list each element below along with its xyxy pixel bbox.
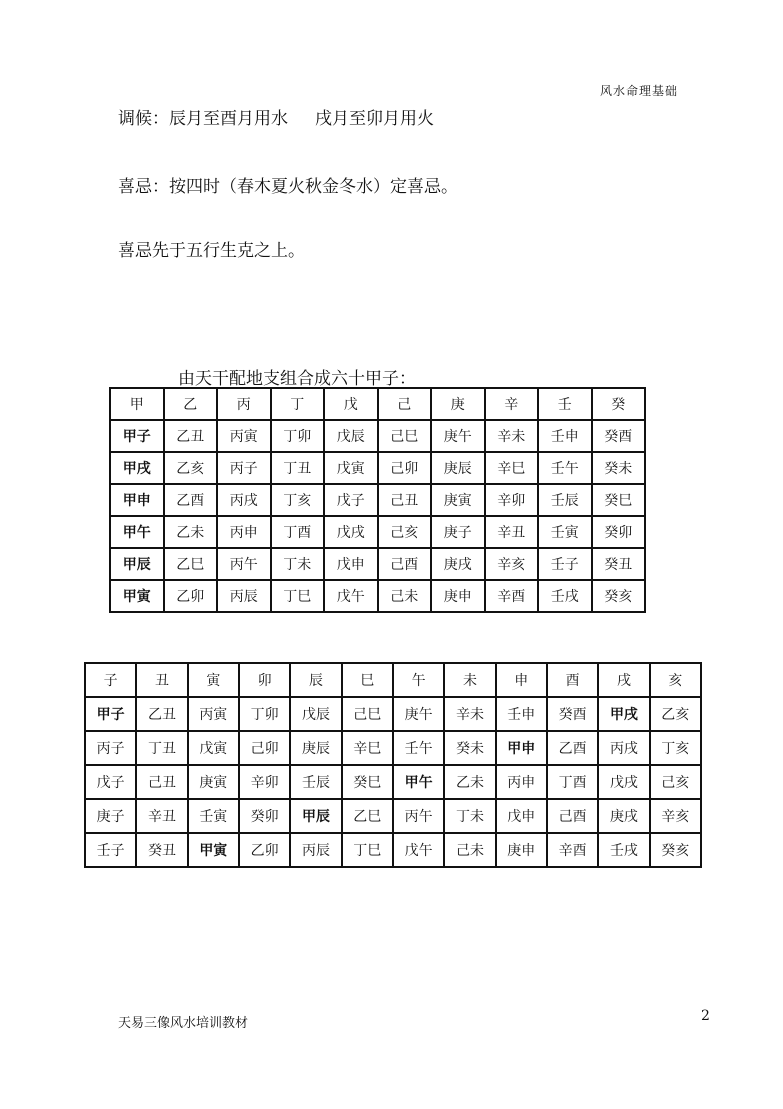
table-cell: 庚申 (431, 580, 485, 612)
table-cell: 甲子 (110, 420, 164, 452)
table-cell: 辛未 (485, 420, 539, 452)
table-cell: 丙辰 (217, 580, 271, 612)
table-cell: 己酉 (547, 799, 598, 833)
table-cell: 壬寅 (538, 516, 592, 548)
table-cell: 辛卯 (485, 484, 539, 516)
table-cell: 丙午 (217, 548, 271, 580)
header-cell: 酉 (547, 663, 598, 697)
header-cell: 己 (378, 388, 432, 420)
header-cell: 辛 (485, 388, 539, 420)
table-cell: 癸丑 (136, 833, 187, 867)
table-cell: 辛亥 (650, 799, 701, 833)
table-cell: 甲戌 (598, 697, 649, 731)
table-caption: 由天干配地支组合成六十甲子： (178, 369, 416, 389)
header-cell: 壬 (538, 388, 592, 420)
table-cell: 庚午 (431, 420, 485, 452)
table-cell: 己卯 (378, 452, 432, 484)
text-line-xiji: 喜忌：按四时（春木夏火秋金冬水）定喜忌。 (118, 177, 458, 197)
table-cell: 甲午 (393, 765, 444, 799)
table-cell: 乙酉 (164, 484, 218, 516)
page-number: 2 (701, 1008, 710, 1024)
table-cell: 甲戌 (110, 452, 164, 484)
table-cell: 己丑 (136, 765, 187, 799)
table-cell: 乙卯 (164, 580, 218, 612)
header-cell: 申 (496, 663, 547, 697)
table-cell: 辛亥 (485, 548, 539, 580)
table-row (110, 420, 645, 452)
header-cell: 午 (393, 663, 444, 697)
header-cell: 戌 (598, 663, 649, 697)
table-cell: 庚寅 (188, 765, 239, 799)
table-cell: 甲寅 (188, 833, 239, 867)
table-cell: 癸未 (592, 452, 646, 484)
table-cell: 甲子 (85, 697, 136, 731)
table-cell: 癸丑 (592, 548, 646, 580)
table-cell: 丁酉 (271, 516, 325, 548)
table-cell: 癸巳 (592, 484, 646, 516)
table-cell: 戊寅 (324, 452, 378, 484)
table-cell: 己酉 (378, 548, 432, 580)
table-cell: 庚子 (431, 516, 485, 548)
table-cell: 癸亥 (650, 833, 701, 867)
table-cell: 壬戌 (538, 580, 592, 612)
table-cell: 庚午 (393, 697, 444, 731)
table-row (110, 580, 645, 612)
table-header-row (110, 388, 645, 420)
header-cell: 甲 (110, 388, 164, 420)
table-cell: 辛卯 (239, 765, 290, 799)
table-cell: 戊午 (393, 833, 444, 867)
table-row (110, 452, 645, 484)
header-cell: 丑 (136, 663, 187, 697)
table-cell: 己巳 (342, 697, 393, 731)
table-cell: 壬午 (393, 731, 444, 765)
table-cell: 庚辰 (431, 452, 485, 484)
table-cell: 丙申 (217, 516, 271, 548)
table-cell: 丙寅 (217, 420, 271, 452)
table-cell: 戊申 (496, 799, 547, 833)
table-cell: 丁巳 (271, 580, 325, 612)
table-cell: 壬申 (538, 420, 592, 452)
table-branches-cycle (84, 662, 702, 868)
table-row (85, 697, 701, 731)
table-cell: 己巳 (378, 420, 432, 452)
table-cell: 丙子 (217, 452, 271, 484)
table-cell: 丙戌 (217, 484, 271, 516)
table-cell: 戊辰 (290, 697, 341, 731)
table-cell: 癸酉 (547, 697, 598, 731)
table-cell: 丙申 (496, 765, 547, 799)
table-cell: 丁巳 (342, 833, 393, 867)
table-cell: 戊辰 (324, 420, 378, 452)
table-cell: 丁卯 (271, 420, 325, 452)
table-cell: 丁未 (444, 799, 495, 833)
header-cell: 巳 (342, 663, 393, 697)
header-cell: 丁 (271, 388, 325, 420)
table-stems-cycle (109, 387, 646, 613)
table-cell: 戊子 (324, 484, 378, 516)
table-row (85, 833, 701, 867)
text-line-tiaohou: 调候：辰月至酉月用水 戌月至卯月用火 (118, 109, 435, 129)
table-cell: 丁丑 (271, 452, 325, 484)
table-cell: 甲申 (496, 731, 547, 765)
table-cell: 乙亥 (164, 452, 218, 484)
table-row (85, 731, 701, 765)
table-cell: 壬辰 (538, 484, 592, 516)
table-cell: 壬申 (496, 697, 547, 731)
header-cell: 癸 (592, 388, 646, 420)
table-cell: 丙子 (85, 731, 136, 765)
table-cell: 壬辰 (290, 765, 341, 799)
text-line-xiji-priority: 喜忌先于五行生克之上。 (118, 241, 305, 261)
table-cell: 丙午 (393, 799, 444, 833)
table-cell: 庚辰 (290, 731, 341, 765)
footer-text: 天易三像风水培训教材 (118, 1016, 249, 1031)
table-cell: 甲寅 (110, 580, 164, 612)
table-cell: 乙未 (444, 765, 495, 799)
table-cell: 庚寅 (431, 484, 485, 516)
table-cell: 乙巳 (342, 799, 393, 833)
table-cell: 戊午 (324, 580, 378, 612)
table-cell: 辛未 (444, 697, 495, 731)
table-row (85, 799, 701, 833)
table-cell: 乙丑 (136, 697, 187, 731)
table-cell: 辛巳 (485, 452, 539, 484)
table-cell: 己丑 (378, 484, 432, 516)
header-cell: 子 (85, 663, 136, 697)
table-cell: 丁卯 (239, 697, 290, 731)
table-cell: 壬子 (538, 548, 592, 580)
table-cell: 戊戌 (598, 765, 649, 799)
table-cell: 丙戌 (598, 731, 649, 765)
table-cell: 癸未 (444, 731, 495, 765)
header-cell: 未 (444, 663, 495, 697)
table-cell: 丁未 (271, 548, 325, 580)
table-cell: 辛酉 (547, 833, 598, 867)
table-cell: 乙丑 (164, 420, 218, 452)
table-cell: 乙亥 (650, 697, 701, 731)
table-cell: 乙酉 (547, 731, 598, 765)
table-cell: 庚戌 (431, 548, 485, 580)
table-cell: 壬戌 (598, 833, 649, 867)
table-row (110, 516, 645, 548)
table-cell: 己亥 (378, 516, 432, 548)
table-cell: 己未 (378, 580, 432, 612)
table-cell: 壬子 (85, 833, 136, 867)
header-cell: 辰 (290, 663, 341, 697)
table-cell: 辛酉 (485, 580, 539, 612)
table-cell: 癸卯 (239, 799, 290, 833)
header-cell: 戊 (324, 388, 378, 420)
table-cell: 癸巳 (342, 765, 393, 799)
table-cell: 庚子 (85, 799, 136, 833)
header-cell: 丙 (217, 388, 271, 420)
table-cell: 癸酉 (592, 420, 646, 452)
table-cell: 己卯 (239, 731, 290, 765)
table-cell: 庚申 (496, 833, 547, 867)
table-cell: 丙辰 (290, 833, 341, 867)
table-cell: 辛丑 (136, 799, 187, 833)
table-cell: 辛巳 (342, 731, 393, 765)
table-cell: 戊子 (85, 765, 136, 799)
table-cell: 戊戌 (324, 516, 378, 548)
table-cell: 甲辰 (290, 799, 341, 833)
table-header-row (85, 663, 701, 697)
table-cell: 甲辰 (110, 548, 164, 580)
table-cell: 辛丑 (485, 516, 539, 548)
table-cell: 己亥 (650, 765, 701, 799)
header-cell: 卯 (239, 663, 290, 697)
table-cell: 丁酉 (547, 765, 598, 799)
table-cell: 戊申 (324, 548, 378, 580)
table-cell: 丁亥 (650, 731, 701, 765)
table-row (85, 765, 701, 799)
header-cell: 亥 (650, 663, 701, 697)
table-cell: 癸卯 (592, 516, 646, 548)
table-cell: 甲午 (110, 516, 164, 548)
table-cell: 乙未 (164, 516, 218, 548)
table-cell: 戊寅 (188, 731, 239, 765)
table-cell: 丁亥 (271, 484, 325, 516)
header-cell: 寅 (188, 663, 239, 697)
table-row (110, 548, 645, 580)
table-cell: 甲申 (110, 484, 164, 516)
table-cell: 壬午 (538, 452, 592, 484)
table-cell: 癸亥 (592, 580, 646, 612)
table-cell: 庚戌 (598, 799, 649, 833)
table-row (110, 484, 645, 516)
table-cell: 乙卯 (239, 833, 290, 867)
header-cell: 乙 (164, 388, 218, 420)
table-cell: 乙巳 (164, 548, 218, 580)
table-cell: 丙寅 (188, 697, 239, 731)
table-cell: 丁丑 (136, 731, 187, 765)
header-cell: 庚 (431, 388, 485, 420)
page-header-title: 风水命理基础 (600, 84, 679, 98)
table-cell: 壬寅 (188, 799, 239, 833)
table-cell: 己未 (444, 833, 495, 867)
